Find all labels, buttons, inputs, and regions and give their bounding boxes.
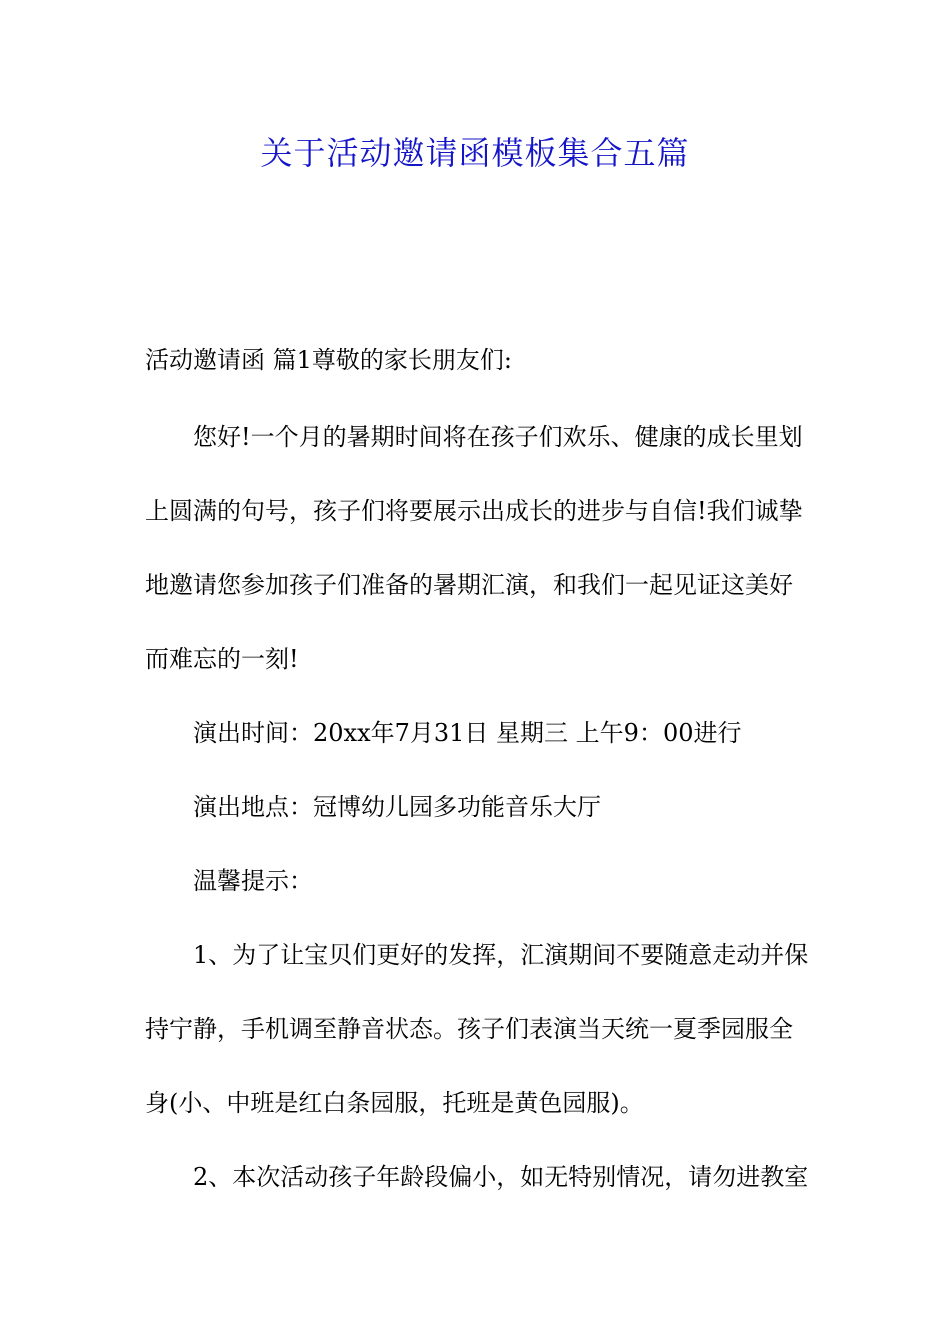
paragraph-tips-heading: [145, 844, 810, 918]
text-line: 1、为了让宝贝们更好的发挥，汇演期间不要随意走动并保: [193, 941, 809, 969]
text-line: 温馨提示：: [193, 867, 313, 895]
paragraph-intro: [145, 400, 810, 696]
paragraph-time: [145, 696, 810, 770]
text-line: 2、本次活动孩子年龄段偏小，如无特别情况，请勿进教室: [193, 1163, 809, 1191]
text-line: 活动邀请函 篇1尊敬的家长朋友们:: [145, 346, 512, 374]
document-title: 关于活动邀请函模板集合五篇: [260, 134, 690, 172]
paragraph-tip-1: [145, 918, 810, 1140]
text-line: 演出时间：20xx年7月31日 星期三 上午9：00进行: [193, 719, 742, 747]
text-line: 上圆满的句号，孩子们将要展示出成长的进步与自信!我们诚挚: [145, 497, 803, 525]
text-line: 而难忘的一刻!: [145, 645, 299, 673]
text-line: 演出地点：冠博幼儿园多功能音乐大厅: [193, 793, 601, 821]
text-line: 地邀请您参加孩子们准备的暑期汇演，和我们一起见证这美好: [145, 571, 793, 599]
paragraph-greeting: [145, 323, 810, 397]
text-line: 身(小、中班是红白条园服，托班是黄色园服)。: [145, 1089, 644, 1117]
text-line: 持宁静，手机调至静音状态。孩子们表演当天统一夏季园服全: [145, 1015, 793, 1043]
text-line: 您好!一个月的暑期时间将在孩子们欢乐、健康的成长里划: [193, 423, 803, 451]
paragraph-venue: [145, 770, 810, 844]
paragraph-tip-2: [145, 1140, 810, 1214]
